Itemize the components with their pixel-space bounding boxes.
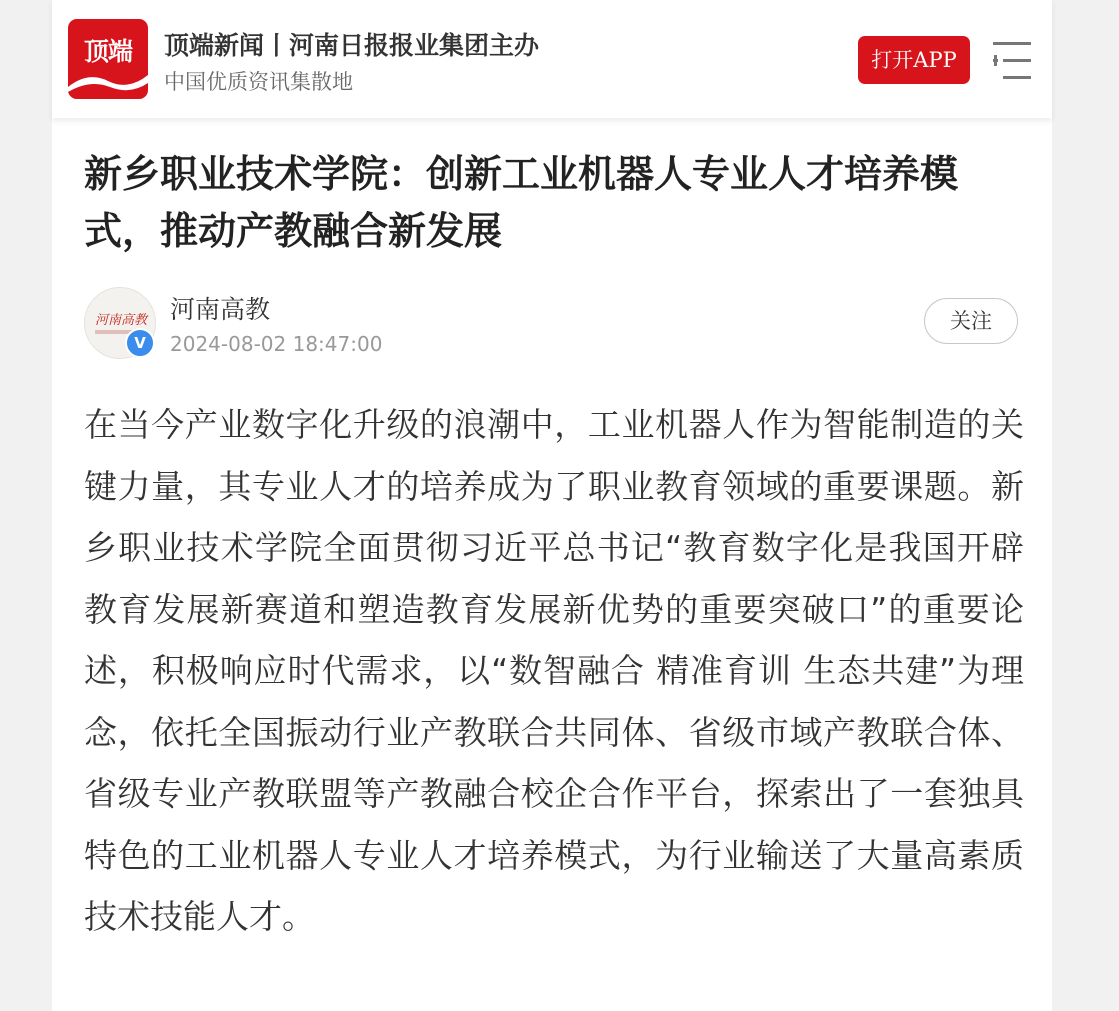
logo-wave-icon bbox=[68, 65, 148, 99]
menu-add-icon[interactable] bbox=[991, 40, 1033, 82]
avatar-text: 河南高教 bbox=[94, 313, 147, 328]
article-title: 新乡职业技术学院：创新工业机器人专业人才培养模式，推动产教融合新发展 bbox=[84, 152, 959, 253]
logo-text: 顶端 bbox=[83, 37, 132, 66]
verified-badge-icon: V bbox=[125, 328, 155, 358]
author-avatar[interactable] bbox=[84, 287, 156, 359]
top-header bbox=[52, 0, 1052, 118]
brand-subtitle: 中国优质资讯集散地 bbox=[164, 70, 353, 94]
article-body-paragraph: 在当今产业数字化升级的浪潮中，工业机器人作为智能制造的关键力量，其专业人才的培养成为了职业教育领域的重要课题。新乡职业技术学院全面贯彻习近平总书记“教育数字化是我国开辟教育发展新赛道和塑造教育发展新优势的重要突破口”的重要论述，积极响应时代需求，以“数智融合 精准育训 生态共建”为理念，依托全国振动行业产教联合共同体、省级市域产教联合体、省级专业产教联盟等产教融合校企合作平台，探索出了一套独具特色的工业机器人专业人才培养模式，为行业输送了大量高素质技术技能人才。 bbox=[84, 405, 1025, 936]
open-app-button[interactable]: 打开APP bbox=[858, 36, 970, 84]
publish-time: 2024-08-02 18:47:00 bbox=[170, 332, 383, 356]
follow-button[interactable]: 关注 bbox=[924, 298, 1018, 344]
brand-title: 顶端新闻丨河南日报报业集团主办 bbox=[164, 31, 540, 60]
page bbox=[52, 0, 1052, 1011]
app-logo[interactable] bbox=[68, 19, 148, 99]
author-name[interactable]: 河南高教 bbox=[170, 295, 271, 324]
